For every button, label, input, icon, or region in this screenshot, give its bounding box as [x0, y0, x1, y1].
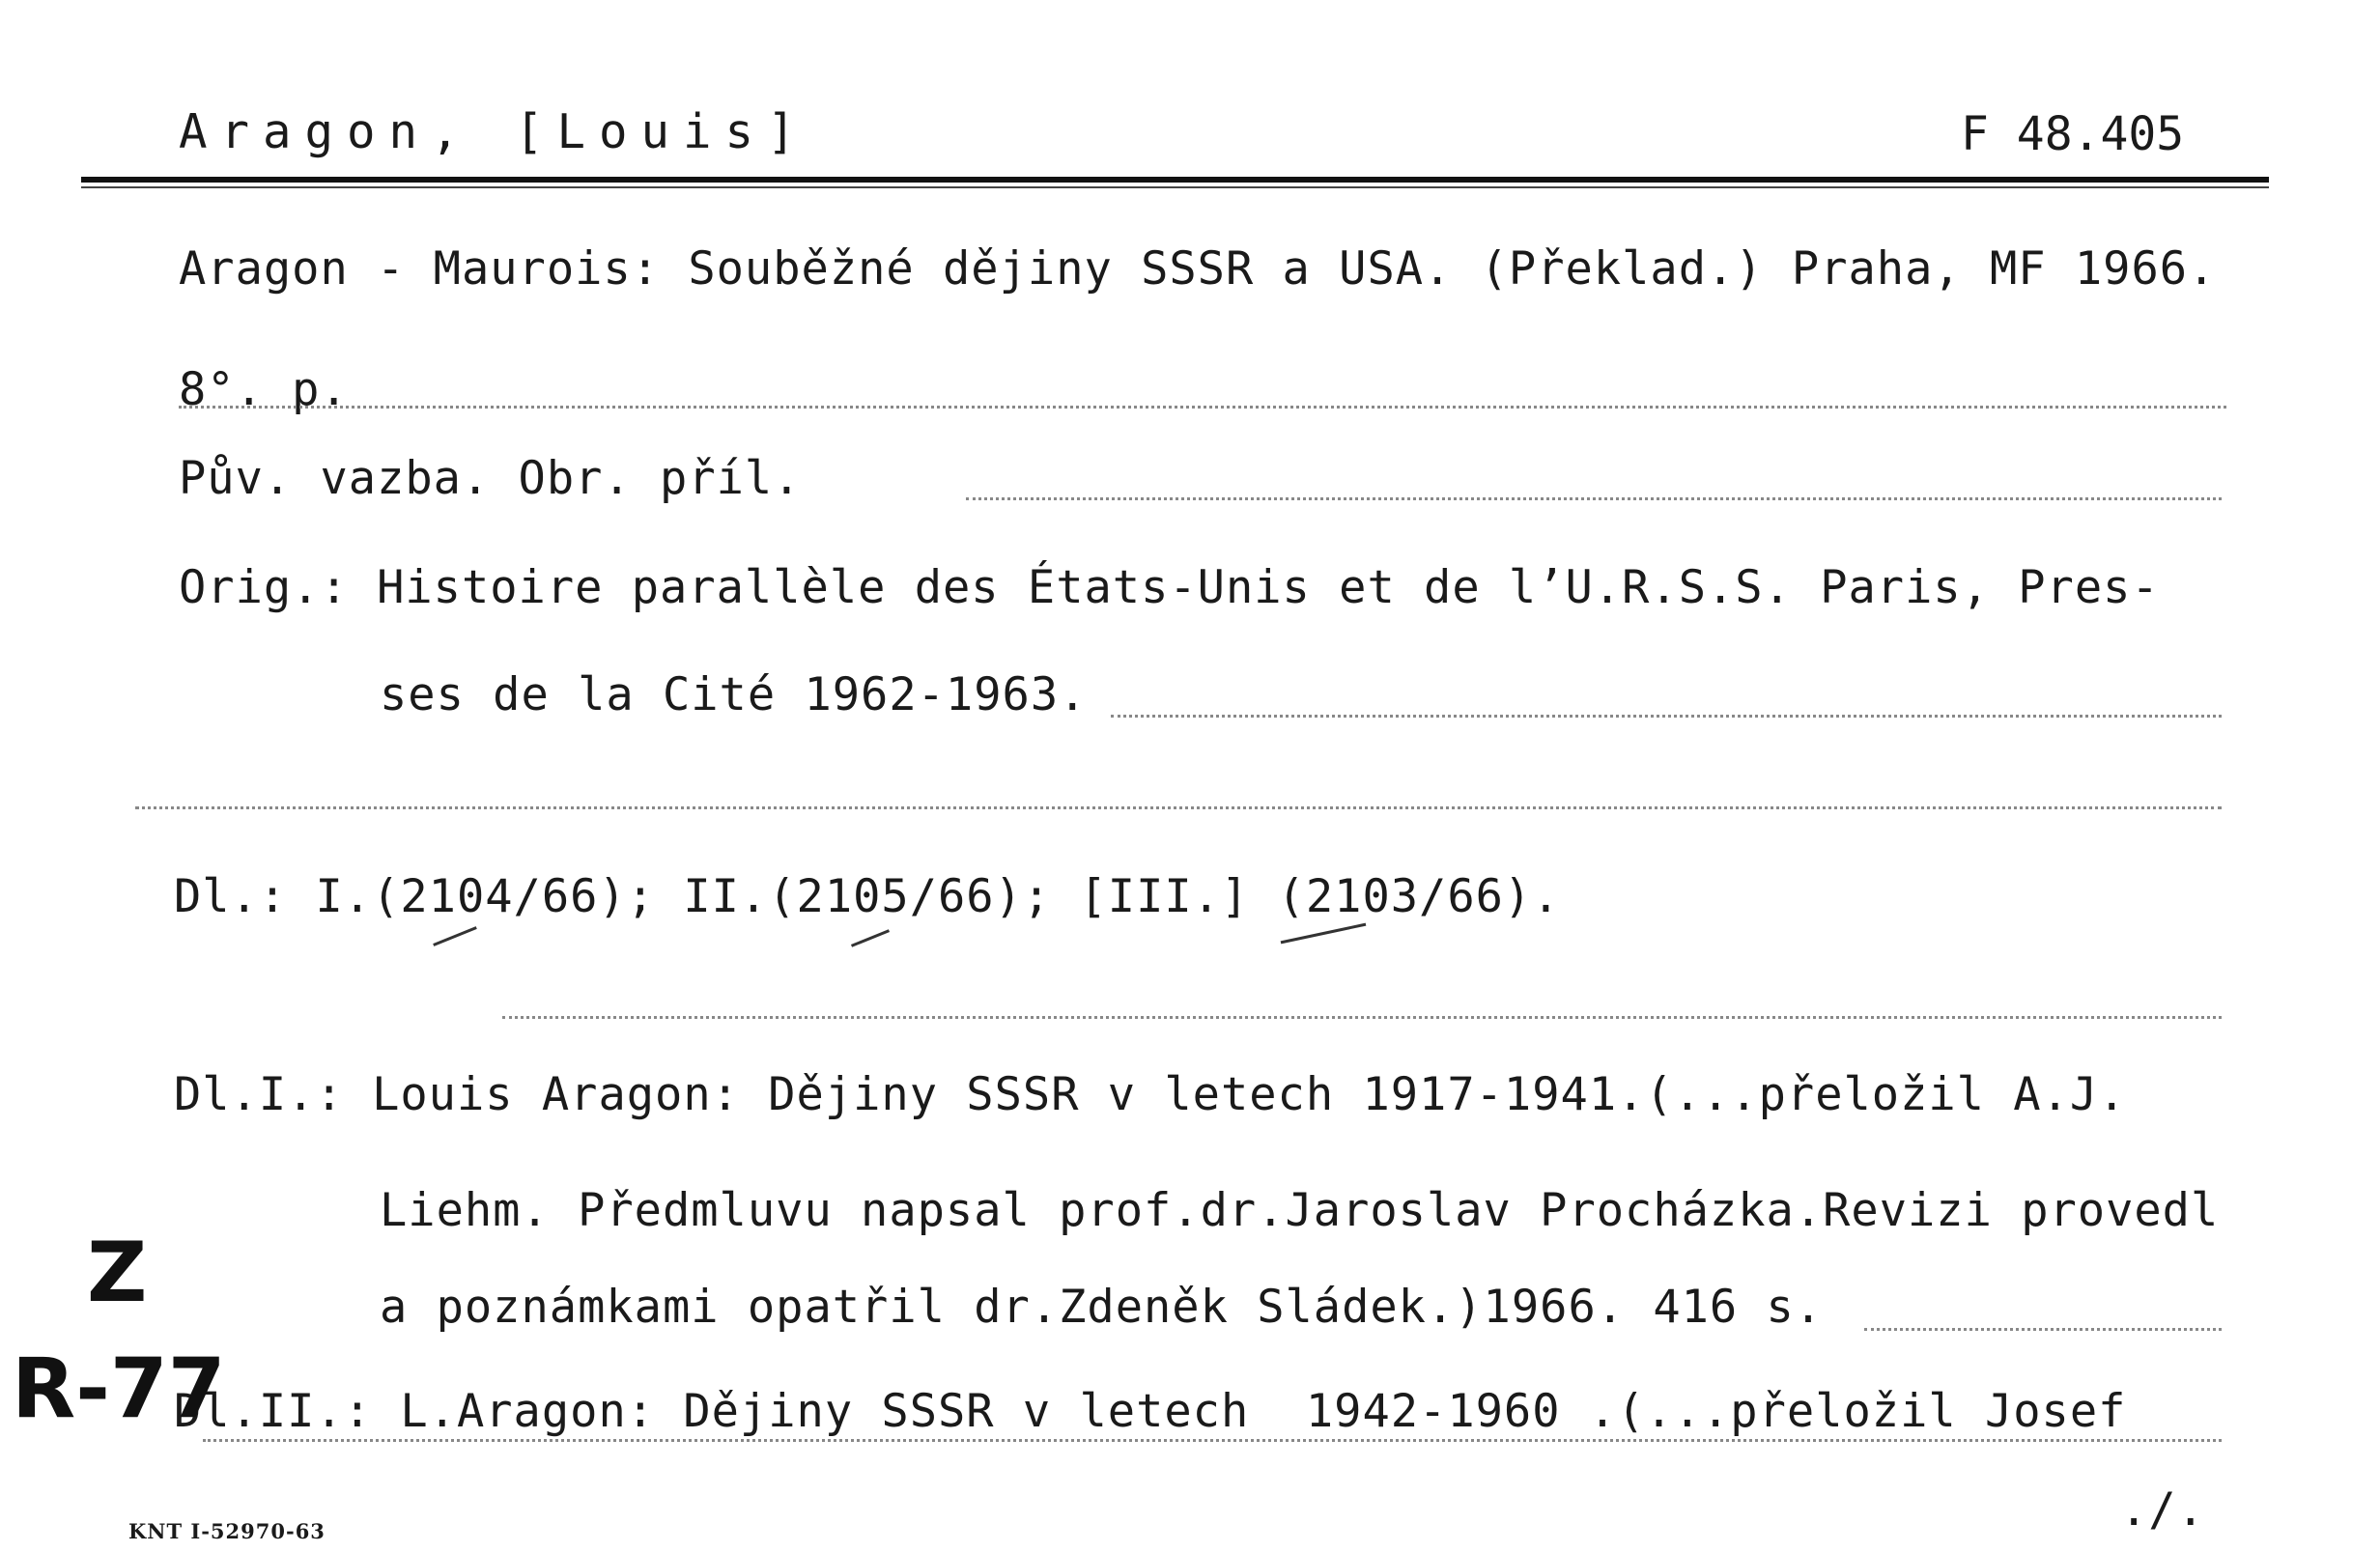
- handwritten-mark: Z: [87, 1225, 148, 1321]
- ruled-dots: [135, 806, 2222, 809]
- heading-rule-shadow: [81, 186, 2269, 188]
- entry-line-original: Orig.: Histoire parallèle des États-Unis et de l’U.R.S.S. Paris, Pres-: [179, 561, 2160, 614]
- ruled-dots: [502, 1016, 2222, 1019]
- entry-line-volumes: Dl.: I.(2104/66); II.(2105/66); [III.] (2103/66).: [174, 870, 1561, 923]
- shelf-mark: R-77: [12, 1340, 226, 1437]
- heading-rule: [81, 177, 2269, 183]
- continuation-mark: ./.: [2120, 1483, 2205, 1537]
- ruled-dots: [966, 497, 2222, 500]
- hand-tick: [1281, 923, 1367, 945]
- ruled-dots: [1111, 715, 2222, 718]
- entry-line-original-cont: ses de la Cité 1962-1963.: [380, 668, 1088, 721]
- entry-line-binding: Pův. vazba. Obr. příl.: [179, 452, 802, 505]
- hand-tick: [851, 929, 890, 947]
- ruled-dots: [179, 406, 2226, 409]
- hand-tick: [433, 926, 477, 946]
- entry-line-vol1: Dl.I.: Louis Aragon: Dějiny SSSR v letech 1917-1941.(...přeložil A.J.: [174, 1068, 2127, 1121]
- card-footer: KNT I-52970-63: [128, 1519, 326, 1543]
- entry-line-vol1-cont2: a poznámkami opatřil dr.Zdeněk Sládek.)1966. 416 s.: [380, 1281, 1824, 1334]
- entry-line-title: Aragon - Maurois: Souběžné dějiny SSSR a USA. (Překlad.) Praha, MF 1966.: [179, 242, 2217, 296]
- entry-line-vol1-cont: Liehm. Předmluvu napsal prof.dr.Jaroslav Procházka.Revizi provedl: [380, 1184, 2220, 1237]
- call-number: F 48.405: [1961, 107, 2185, 161]
- entry-line-format: 8°. p.: [179, 363, 349, 416]
- ruled-dots: [1864, 1328, 2222, 1331]
- entry-line-vol2: Dl.II.: L.Aragon: Dějiny SSSR v letech 1942-1960 .(...přeložil Josef: [174, 1385, 2127, 1438]
- ruled-dots: [203, 1439, 2222, 1442]
- author-heading: Aragon, [Louis]: [179, 104, 809, 159]
